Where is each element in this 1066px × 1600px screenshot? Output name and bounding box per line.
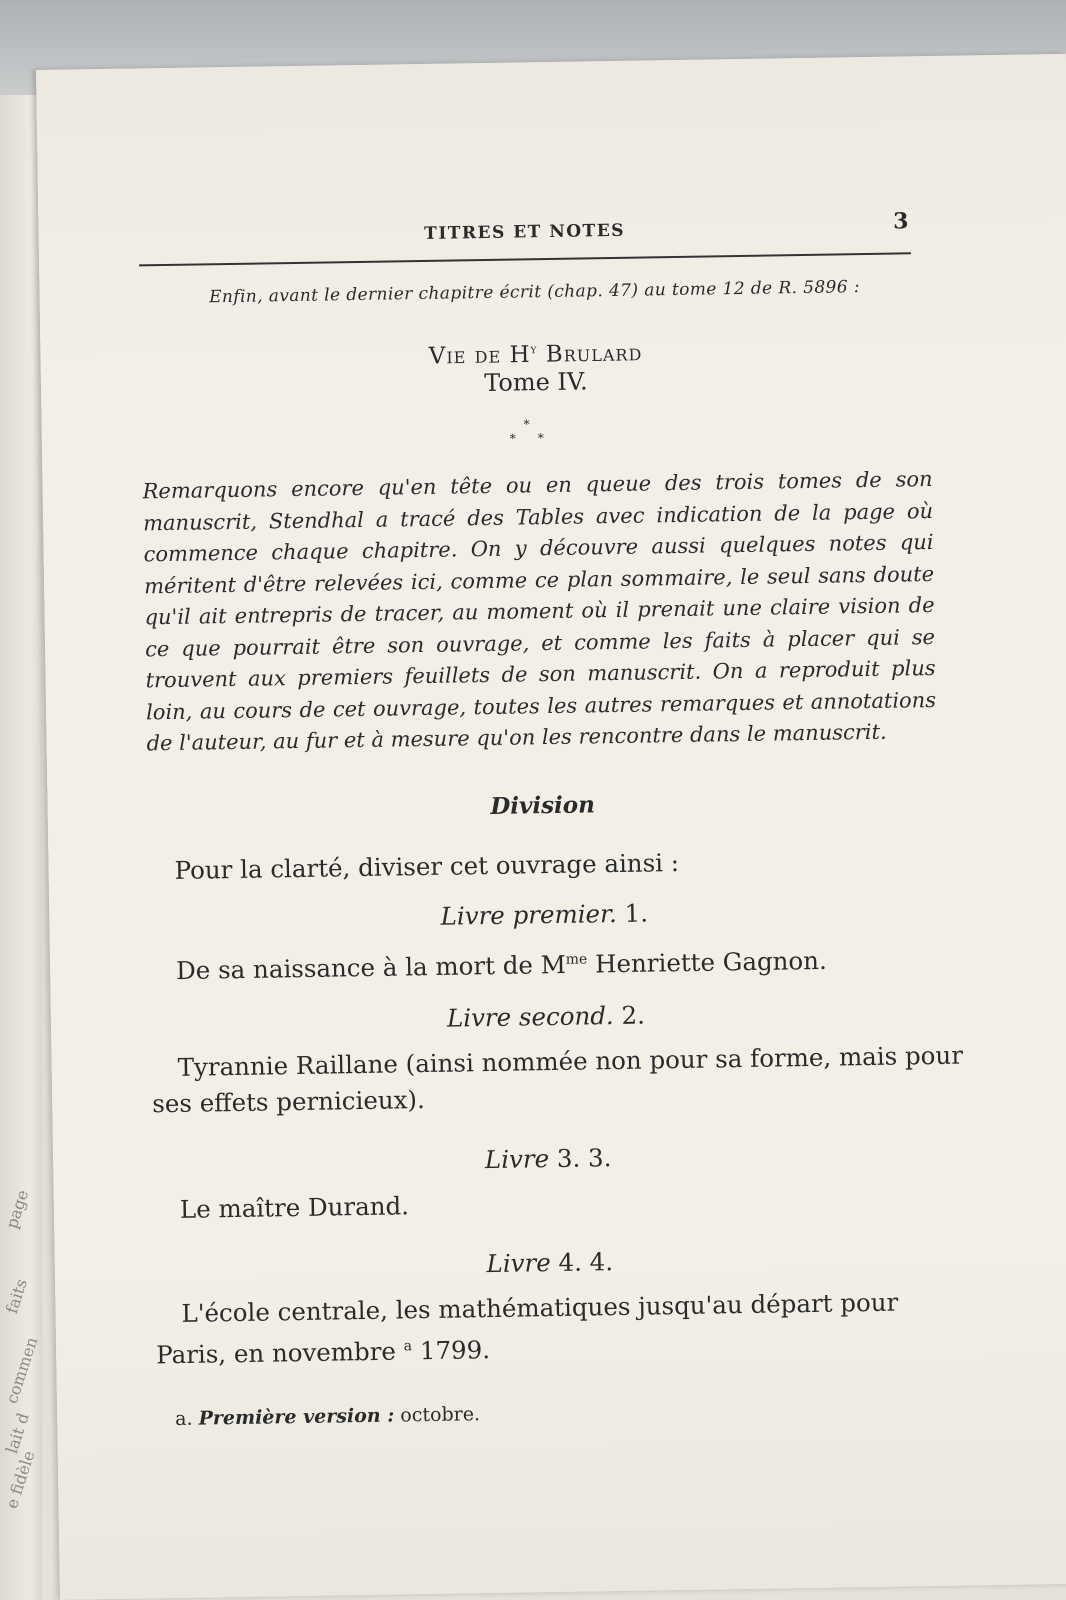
livre-text-end: Henriette Gagnon. — [587, 945, 827, 979]
left-page-fragment: faits — [2, 1276, 31, 1316]
tome-label: Tome IV. — [484, 367, 588, 397]
left-page-edge — [0, 95, 42, 1600]
livre-description — [155, 1284, 968, 1374]
livre-description — [150, 936, 941, 990]
livre-text-end: 1799. — [411, 1335, 491, 1366]
livre-heading-number: 3. 3. — [548, 1143, 612, 1174]
livre-heading-label: Livre premier. — [440, 898, 618, 931]
livre-text: L'école centrale, les mathématiques jusqu'au départ pour Paris, en novembre — [155, 1287, 899, 1370]
livre-heading-number: 2. — [613, 1000, 646, 1031]
page-number: 3 — [892, 208, 909, 235]
book-title-name: Brulard — [545, 340, 643, 368]
book-title-prefix: Vie de H — [428, 341, 531, 370]
book-page — [36, 54, 1066, 1600]
livre-heading — [155, 1242, 945, 1283]
intro-paragraph: Remarquons encore qu'en tête ou en queue des trois tomes de son manuscrit, Stendhal a tracé des Tables avec indication de la page où commence chaque chapitre. On y découvre aussi quelques notes qui méritent d'être relevées ici, comme ce plan sommaire, le seul sans doute qu'il ait entrepris de tracer, au moment où il prenait une claire vision de ce que pourrait être son ouvrage, et comme les faits à placer qui se trouvent aux premiers feuillets de son manuscrit. On a reproduit plus loin, au cours de cet ouvrage, toutes les autres remarques et annotations de l'auteur, au fur et à mesure qu'on les rencontre dans le manuscrit. — [142, 466, 937, 756]
livre-text-superscript: me — [565, 951, 588, 968]
running-head — [139, 208, 911, 258]
intro-note: Enfin, avant le dernier chapitre écrit (chap. 47) au tome 12 de R. 5896 : — [208, 277, 861, 308]
livre-heading — [151, 996, 941, 1037]
left-page-fragment: page — [2, 1187, 33, 1231]
left-page-fragment: e fidèle — [2, 1448, 39, 1511]
footnote-text: octobre. — [394, 1403, 481, 1427]
livre-description: Le maître Durand. — [179, 1191, 410, 1224]
book-title-superscript: y — [530, 342, 538, 358]
livre-text: De sa naissance à la mort de M — [175, 949, 567, 986]
livre-heading-label: Livre second. — [446, 1001, 614, 1033]
asterism-ornament: * * * — [509, 417, 544, 446]
division-intro: Pour la clarté, diviser cet ouvrage ainsi : — [174, 847, 680, 885]
livre-heading-number: 4. 4. — [550, 1247, 614, 1278]
livre-heading-label: Livre — [486, 1248, 551, 1279]
livre-text-superscript: a — [403, 1338, 413, 1355]
left-page-fragment: lait d — [2, 1410, 33, 1456]
footnote-label: Première version : — [198, 1404, 395, 1430]
footnote-marker: a. — [175, 1407, 193, 1430]
livre-description: Tyrannie Raillane (ainsi nommée non pour sa forme, mais pour ses effets pernicieux). — [152, 1040, 964, 1119]
livre-heading — [153, 1138, 943, 1179]
footnote — [175, 1396, 965, 1430]
division-title: Division — [490, 791, 596, 820]
livre-heading-number: 1. — [616, 898, 649, 928]
livre-heading-label: Livre — [484, 1144, 550, 1175]
running-head-title: TITRES ET NOTES — [424, 220, 626, 244]
livre-heading — [149, 894, 939, 935]
left-page-fragment: commen — [2, 1334, 42, 1406]
